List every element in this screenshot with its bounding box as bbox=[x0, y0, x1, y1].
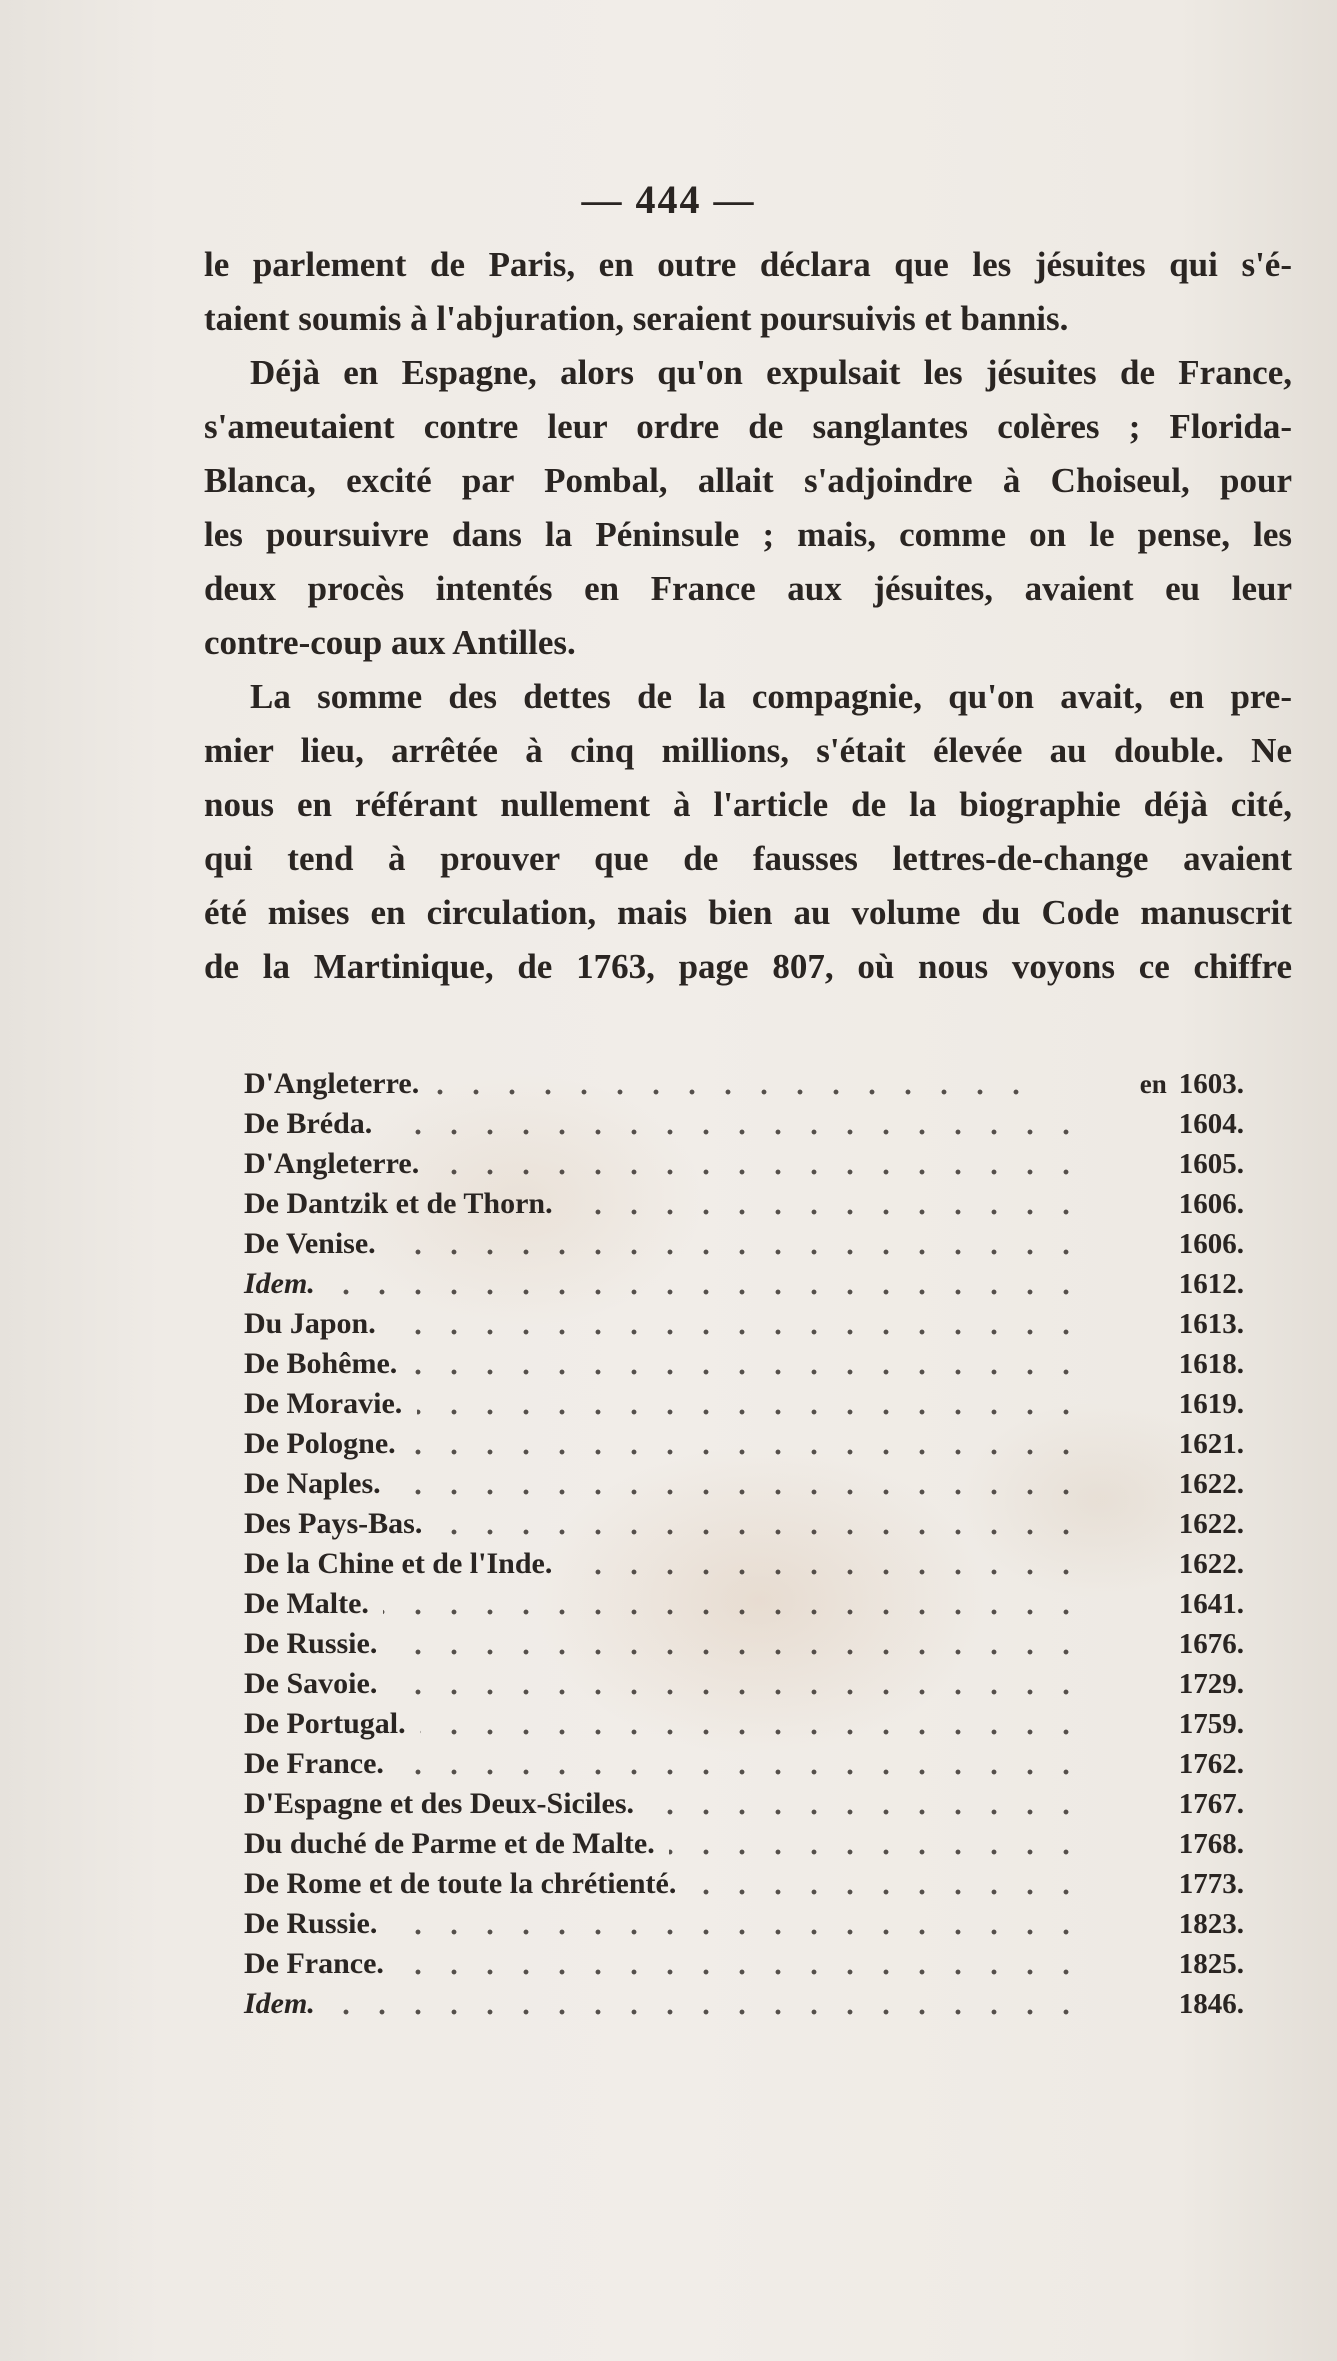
year-value bbox=[1104, 1544, 1244, 1584]
year-value bbox=[1104, 1944, 1244, 1984]
year-value bbox=[1104, 1864, 1244, 1904]
dot-leader bbox=[392, 1624, 1084, 1664]
year-text: 1767. bbox=[1178, 1788, 1244, 1820]
expulsion-list bbox=[244, 1064, 1244, 2024]
country-label: De France. bbox=[244, 1947, 384, 1980]
dot-leader bbox=[669, 1824, 1084, 1864]
year-text: 1622. bbox=[1178, 1548, 1244, 1580]
year-value bbox=[1104, 1584, 1244, 1624]
year-value bbox=[1104, 1304, 1244, 1344]
list-item bbox=[244, 1824, 1244, 1864]
country-label: De Malte. bbox=[244, 1587, 369, 1620]
list-item bbox=[244, 1224, 1244, 1264]
country-label: De Dantzik et de Thorn. bbox=[244, 1187, 553, 1220]
country-label: De Venise. bbox=[244, 1227, 376, 1260]
year-value bbox=[1104, 1664, 1244, 1704]
dot-leader bbox=[434, 1144, 1084, 1184]
year-prefix: en bbox=[1139, 1069, 1167, 1099]
country-label: Idem. bbox=[244, 1267, 315, 1300]
list-item bbox=[244, 1784, 1244, 1824]
dot-leader bbox=[567, 1184, 1084, 1224]
list-item bbox=[244, 1664, 1244, 1704]
year-value bbox=[1104, 1104, 1244, 1144]
year-value bbox=[1104, 1144, 1244, 1184]
year-value bbox=[1104, 1264, 1244, 1304]
year-text: 1622. bbox=[1178, 1468, 1244, 1500]
dot-leader bbox=[395, 1464, 1084, 1504]
year-text: 1613. bbox=[1178, 1308, 1244, 1340]
text-line: Blanca, excité par Pombal, allait s'adjoindre à Choiseul, pour bbox=[204, 461, 1292, 500]
year-value bbox=[1104, 1984, 1244, 2024]
country-label: De Russie. bbox=[244, 1627, 378, 1660]
country-label: De la Chine et de l'Inde. bbox=[244, 1547, 553, 1580]
year-text: 1768. bbox=[1178, 1828, 1244, 1860]
year-value bbox=[1104, 1704, 1244, 1744]
year-value bbox=[1104, 1824, 1244, 1864]
text-line: taient soumis à l'abjuration, seraient poursuivis et bannis. bbox=[204, 299, 1069, 338]
text-line: de la Martinique, de 1763, page 807, où nous voyons ce chiffre bbox=[204, 947, 1292, 986]
list-item bbox=[244, 1344, 1244, 1384]
year-text: 1641. bbox=[1178, 1588, 1244, 1620]
text-line: été mises en circulation, mais bien au volume du Code manuscrit bbox=[204, 893, 1292, 932]
year-text: 1619. bbox=[1178, 1388, 1244, 1420]
dot-leader bbox=[329, 1984, 1084, 2024]
list-item bbox=[244, 1864, 1244, 1904]
year-text: 1603. bbox=[1178, 1068, 1244, 1100]
year-text: 1621. bbox=[1178, 1428, 1244, 1460]
dot-leader bbox=[417, 1384, 1084, 1424]
country-label: De Portugal. bbox=[244, 1707, 406, 1740]
dot-leader bbox=[691, 1864, 1084, 1904]
dot-leader bbox=[420, 1704, 1084, 1744]
country-label: D'Angleterre. bbox=[244, 1067, 420, 1100]
year-text: 1823. bbox=[1178, 1908, 1244, 1940]
year-text: 1773. bbox=[1178, 1868, 1244, 1900]
year-value bbox=[1104, 1624, 1244, 1664]
list-item bbox=[244, 1704, 1244, 1744]
list-item bbox=[244, 1304, 1244, 1344]
country-label: Du Japon. bbox=[244, 1307, 376, 1340]
body-text bbox=[204, 238, 1292, 994]
list-item bbox=[244, 1624, 1244, 1664]
year-value bbox=[1104, 1424, 1244, 1464]
dot-leader bbox=[398, 1744, 1084, 1784]
list-item bbox=[244, 1944, 1244, 1984]
year-text: 1618. bbox=[1178, 1348, 1244, 1380]
year-value bbox=[1104, 1504, 1244, 1544]
dot-leader bbox=[329, 1264, 1084, 1304]
year-text: 1846. bbox=[1178, 1988, 1244, 2020]
country-label: De Rome et de toute la chrétienté. bbox=[244, 1867, 677, 1900]
year-text: 1604. bbox=[1178, 1108, 1244, 1140]
list-item bbox=[244, 1464, 1244, 1504]
list-item bbox=[244, 1584, 1244, 1624]
dot-leader bbox=[383, 1584, 1084, 1624]
country-label: De Pologne. bbox=[244, 1427, 396, 1460]
dot-leader bbox=[387, 1104, 1084, 1144]
year-text: 1622. bbox=[1178, 1508, 1244, 1540]
text-line: le parlement de Paris, en outre déclara que les jésuites qui s'é- bbox=[204, 245, 1292, 284]
list-item bbox=[244, 1744, 1244, 1784]
text-line: s'ameutaient contre leur ordre de sanglantes colères ; Florida- bbox=[204, 407, 1292, 446]
list-item bbox=[244, 1424, 1244, 1464]
dot-leader bbox=[648, 1784, 1084, 1824]
dot-leader bbox=[567, 1544, 1084, 1584]
year-value bbox=[1104, 1384, 1244, 1424]
list-item bbox=[244, 1104, 1244, 1144]
year-value bbox=[1104, 1344, 1244, 1384]
year-text: 1606. bbox=[1178, 1228, 1244, 1260]
list-item bbox=[244, 1184, 1244, 1224]
list-item bbox=[244, 1544, 1244, 1584]
text-line: deux procès intentés en France aux jésuites, avaient eu leur bbox=[204, 569, 1292, 608]
year-value bbox=[1104, 1744, 1244, 1784]
country-label: De Moravie. bbox=[244, 1387, 403, 1420]
year-value bbox=[1104, 1224, 1244, 1264]
country-label: Idem. bbox=[244, 1987, 315, 2020]
dot-leader bbox=[410, 1424, 1084, 1464]
country-label: De Savoie. bbox=[244, 1667, 378, 1700]
country-label: De Russie. bbox=[244, 1907, 378, 1940]
year-text: 1612. bbox=[1178, 1268, 1244, 1300]
year-text: 1762. bbox=[1178, 1748, 1244, 1780]
text-line: La somme des dettes de la compagnie, qu'on avait, en pre- bbox=[250, 677, 1292, 716]
list-item bbox=[244, 1384, 1244, 1424]
country-label: De France. bbox=[244, 1747, 384, 1780]
page-number: — 444 — bbox=[581, 177, 756, 222]
dot-leader bbox=[398, 1944, 1084, 1984]
country-label: D'Angleterre. bbox=[244, 1147, 420, 1180]
year-value bbox=[1104, 1904, 1244, 1944]
year-text: 1676. bbox=[1178, 1628, 1244, 1660]
year-value bbox=[1104, 1184, 1244, 1224]
year-text: 1605. bbox=[1178, 1148, 1244, 1180]
dot-leader bbox=[392, 1904, 1084, 1944]
list-item bbox=[244, 1984, 1244, 2024]
text-line: qui tend à prouver que de fausses lettres-de-change avaient bbox=[204, 839, 1292, 878]
year-value bbox=[1104, 1784, 1244, 1824]
list-item bbox=[244, 1064, 1244, 1104]
country-label: Des Pays-Bas. bbox=[244, 1507, 423, 1540]
text-line: mier lieu, arrêtée à cinq millions, s'était élevée au double. Ne bbox=[204, 731, 1292, 770]
year-value bbox=[1054, 1064, 1244, 1104]
dot-leader bbox=[412, 1344, 1084, 1384]
country-label: Du duché de Parme et de Malte. bbox=[244, 1827, 655, 1860]
text-line: Déjà en Espagne, alors qu'on expulsait les jésuites de France, bbox=[250, 353, 1292, 392]
year-value bbox=[1104, 1464, 1244, 1504]
text-line: nous en référant nullement à l'article de la biographie déjà cité, bbox=[204, 785, 1292, 824]
text-line: contre-coup aux Antilles. bbox=[204, 623, 576, 662]
year-text: 1825. bbox=[1178, 1948, 1244, 1980]
dot-leader bbox=[437, 1504, 1084, 1544]
dot-leader bbox=[390, 1224, 1084, 1264]
list-item bbox=[244, 1264, 1244, 1304]
year-text: 1759. bbox=[1178, 1708, 1244, 1740]
text-line: les poursuivre dans la Péninsule ; mais, comme on le pense, les bbox=[204, 515, 1292, 554]
dot-leader bbox=[434, 1064, 1034, 1104]
country-label: De Bréda. bbox=[244, 1107, 373, 1140]
country-label: D'Espagne et des Deux-Siciles. bbox=[244, 1787, 634, 1820]
list-item bbox=[244, 1504, 1244, 1544]
country-label: De Bohême. bbox=[244, 1347, 398, 1380]
dot-leader bbox=[390, 1304, 1084, 1344]
dot-leader bbox=[392, 1664, 1084, 1704]
list-item bbox=[244, 1904, 1244, 1944]
year-text: 1606. bbox=[1178, 1188, 1244, 1220]
country-label: De Naples. bbox=[244, 1467, 381, 1500]
list-item bbox=[244, 1144, 1244, 1184]
year-text: 1729. bbox=[1178, 1668, 1244, 1700]
